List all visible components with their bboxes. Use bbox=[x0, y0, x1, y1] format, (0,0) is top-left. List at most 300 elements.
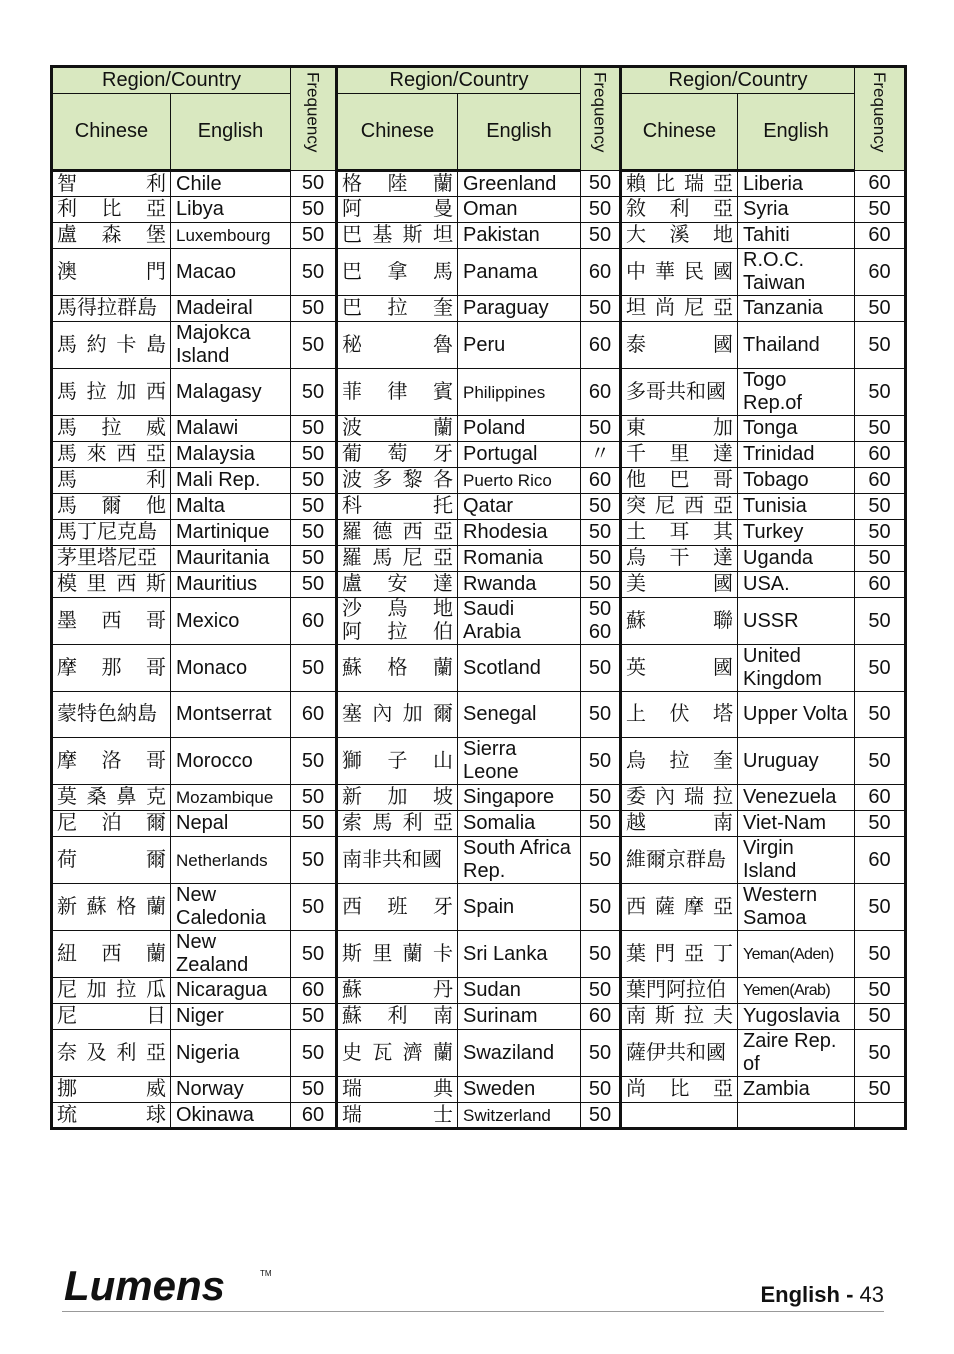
chinese-name-cell bbox=[52, 1004, 171, 1030]
chinese-name-cell bbox=[52, 322, 171, 369]
frequency-cell: 60 bbox=[855, 785, 906, 811]
chinese-name-cell bbox=[621, 785, 738, 811]
english-name-cell: Peru bbox=[458, 322, 581, 369]
chinese-name-cell bbox=[621, 1004, 738, 1030]
chinese-name-cell bbox=[337, 598, 458, 645]
english-name-cell: Oman bbox=[458, 197, 581, 223]
frequency-cell: 50 bbox=[291, 442, 337, 468]
english-name-cell: Netherlands bbox=[171, 837, 291, 884]
english-name-cell: Romania bbox=[458, 546, 581, 572]
table-row bbox=[52, 468, 906, 494]
frequency-header: Frequency bbox=[581, 67, 621, 171]
svg-text:TM: TM bbox=[260, 1269, 272, 1278]
chinese-name-cell bbox=[337, 369, 458, 416]
chinese-name-cell bbox=[337, 197, 458, 223]
frequency-cell: 50 bbox=[291, 645, 337, 692]
frequency-cell: 50 bbox=[291, 1004, 337, 1030]
english-name-cell: New Caledonia bbox=[171, 884, 291, 931]
chinese-name-cell bbox=[621, 494, 738, 520]
chinese-name-cell bbox=[337, 223, 458, 249]
table-row bbox=[52, 811, 906, 837]
chinese-name-line: 尼 加 拉 瓜 bbox=[57, 979, 166, 1001]
chinese-column-header: Chinese bbox=[621, 94, 738, 171]
english-name-cell: Trinidad bbox=[738, 442, 855, 468]
frequency-cell: 50 bbox=[581, 572, 621, 598]
chinese-name-line: 阿 曼 bbox=[342, 198, 453, 220]
english-name-cell: Venezuela bbox=[738, 785, 855, 811]
frequency-cell: 50 bbox=[581, 645, 621, 692]
chinese-name-line: 土 耳 其 bbox=[626, 521, 733, 543]
page-number: 43 bbox=[859, 1282, 884, 1307]
english-name-cell: Tobago bbox=[738, 468, 855, 494]
chinese-name-line: 沙 烏 地 bbox=[342, 598, 453, 620]
chinese-name-cell bbox=[621, 369, 738, 416]
chinese-name-line: 菲 律 賓 bbox=[342, 380, 453, 403]
chinese-name-line: 薩 伊 共 和 國 bbox=[626, 1041, 726, 1064]
english-name-cell: Panama bbox=[458, 249, 581, 296]
footer-divider bbox=[62, 1311, 884, 1312]
frequency-cell: 50 bbox=[855, 931, 906, 978]
chinese-name-cell bbox=[337, 520, 458, 546]
frequency-cell: 50 bbox=[855, 520, 906, 546]
chinese-name-line: 墨 西 哥 bbox=[57, 609, 166, 632]
chinese-name-cell bbox=[52, 494, 171, 520]
english-name-cell: Martinique bbox=[171, 520, 291, 546]
frequency-cell: 50 bbox=[581, 546, 621, 572]
english-name-cell: Macao bbox=[171, 249, 291, 296]
table-row bbox=[52, 884, 906, 931]
chinese-name-line: 阿 拉 伯 bbox=[342, 621, 453, 643]
english-name-cell: Mozambique bbox=[171, 785, 291, 811]
frequency-cell: 50 bbox=[581, 1030, 621, 1077]
chinese-name-cell bbox=[337, 1077, 458, 1103]
frequency-cell: 50 bbox=[581, 223, 621, 249]
region-country-header: Region/Country bbox=[337, 67, 581, 94]
english-name-cell: Tanzania bbox=[738, 296, 855, 322]
chinese-name-line: 南 非 共 和 國 bbox=[342, 848, 442, 871]
table-row bbox=[52, 931, 906, 978]
frequency-cell: 60 bbox=[855, 572, 906, 598]
frequency-cell: 60 bbox=[855, 249, 906, 296]
chinese-name-line: 利 比 亞 bbox=[57, 198, 166, 220]
chinese-name-cell bbox=[52, 931, 171, 978]
english-name-cell: USSR bbox=[738, 598, 855, 645]
english-name-cell: Sri Lanka bbox=[458, 931, 581, 978]
chinese-name-line: 突 尼 西 亞 bbox=[626, 495, 733, 517]
table-row bbox=[52, 1077, 906, 1103]
chinese-name-cell bbox=[52, 296, 171, 322]
chinese-name-cell bbox=[621, 598, 738, 645]
chinese-name-line: 奈 及 利 亞 bbox=[57, 1041, 166, 1064]
frequency-cell: 50 bbox=[291, 296, 337, 322]
frequency-cell: 60 bbox=[581, 369, 621, 416]
chinese-name-cell bbox=[621, 223, 738, 249]
frequency-cell: 60 bbox=[291, 978, 337, 1004]
frequency-cell: 50 bbox=[291, 546, 337, 572]
chinese-name-line: 巴 拿 馬 bbox=[342, 260, 453, 283]
chinese-name-cell bbox=[337, 837, 458, 884]
chinese-name-cell bbox=[337, 546, 458, 572]
table-row bbox=[52, 785, 906, 811]
frequency-cell: 60 bbox=[855, 223, 906, 249]
chinese-name-cell bbox=[621, 692, 738, 738]
chinese-name-cell bbox=[337, 978, 458, 1004]
english-name-cell: Rhodesia bbox=[458, 520, 581, 546]
chinese-name-line: 馬 拉 加 西 bbox=[57, 380, 166, 403]
frequency-cell: 50 bbox=[581, 197, 621, 223]
chinese-name-line: 越 南 bbox=[626, 812, 733, 834]
chinese-name-cell bbox=[621, 296, 738, 322]
frequency-cell: 50 bbox=[855, 811, 906, 837]
chinese-name-cell bbox=[337, 811, 458, 837]
frequency-cell: 50 bbox=[291, 171, 337, 197]
chinese-name-cell bbox=[52, 738, 171, 785]
frequency-cell: 50 bbox=[855, 296, 906, 322]
frequency-cell: 50 bbox=[581, 692, 621, 738]
chinese-name-line: 中 華 民 國 bbox=[626, 260, 733, 283]
chinese-name-cell bbox=[337, 468, 458, 494]
chinese-name-cell bbox=[52, 223, 171, 249]
chinese-name-cell bbox=[52, 520, 171, 546]
english-name-cell: Poland bbox=[458, 416, 581, 442]
frequency-cell: 50 bbox=[855, 369, 906, 416]
english-name-cell: Senegal bbox=[458, 692, 581, 738]
chinese-name-cell bbox=[621, 546, 738, 572]
frequency-cell: 50 bbox=[291, 837, 337, 884]
frequency-cell: 50 bbox=[581, 884, 621, 931]
chinese-name-cell bbox=[337, 296, 458, 322]
frequency-cell: 50 bbox=[855, 1077, 906, 1103]
frequency-cell: 60 bbox=[855, 442, 906, 468]
english-name-cell: Malagasy bbox=[171, 369, 291, 416]
chinese-name-line: 坦 尚 尼 亞 bbox=[626, 297, 733, 319]
footer-separator: - bbox=[846, 1282, 854, 1307]
footer-language: English bbox=[760, 1282, 840, 1307]
english-name-cell: Libya bbox=[171, 197, 291, 223]
chinese-name-line: 荷 爾 bbox=[57, 848, 166, 871]
english-name-cell: Spain bbox=[458, 884, 581, 931]
frequency-cell: 50 bbox=[291, 249, 337, 296]
chinese-name-line: 馬 丁 尼 克 島 bbox=[57, 521, 157, 543]
chinese-name-cell bbox=[621, 171, 738, 197]
chinese-name-line: 索 馬 利 亞 bbox=[342, 812, 453, 834]
chinese-name-line: 委 內 瑞 拉 bbox=[626, 786, 733, 808]
english-name-cell: Puerto Rico bbox=[458, 468, 581, 494]
chinese-name-cell bbox=[52, 1030, 171, 1077]
frequency-cell: 50 bbox=[291, 520, 337, 546]
table-row bbox=[52, 546, 906, 572]
frequency-cell: 50 bbox=[581, 837, 621, 884]
table-row bbox=[52, 322, 906, 369]
chinese-name-line: 琉 球 bbox=[57, 1103, 166, 1126]
chinese-name-line: 馬 利 bbox=[57, 469, 166, 491]
frequency-cell: 50 bbox=[291, 322, 337, 369]
chinese-name-cell bbox=[52, 369, 171, 416]
chinese-name-line: 新 蘇 格 蘭 bbox=[57, 895, 166, 918]
english-name-cell: Tunisia bbox=[738, 494, 855, 520]
table-row bbox=[52, 738, 906, 785]
chinese-name-line: 蘇 聯 bbox=[626, 609, 733, 632]
chinese-name-line: 維 爾 京 群 島 bbox=[626, 848, 726, 871]
frequency-cell: 50 bbox=[291, 1077, 337, 1103]
frequency-cell: 60 bbox=[581, 468, 621, 494]
chinese-name-cell bbox=[621, 322, 738, 369]
english-name-cell: Tonga bbox=[738, 416, 855, 442]
english-name-cell: Western Samoa bbox=[738, 884, 855, 931]
frequency-cell: 60 bbox=[291, 692, 337, 738]
chinese-name-cell bbox=[337, 738, 458, 785]
english-name-cell: Zambia bbox=[738, 1077, 855, 1103]
english-column-header: English bbox=[458, 94, 581, 171]
english-name-cell: Montserrat bbox=[171, 692, 291, 738]
frequency-cell: 50 bbox=[581, 738, 621, 785]
frequency-cell: 60 bbox=[291, 598, 337, 645]
chinese-name-cell bbox=[52, 837, 171, 884]
lumens-logo bbox=[62, 1262, 277, 1308]
chinese-name-cell bbox=[621, 645, 738, 692]
english-name-cell: Okinawa bbox=[171, 1103, 291, 1129]
english-name-cell: Switzerland bbox=[458, 1103, 581, 1129]
frequency-cell: 50 bbox=[855, 645, 906, 692]
region-country-header: Region/Country bbox=[52, 67, 291, 94]
frequency-cell: 60 bbox=[291, 1103, 337, 1129]
frequency-cell: 50 bbox=[291, 931, 337, 978]
chinese-name-line: 巴 基 斯 坦 bbox=[342, 224, 453, 246]
chinese-name-cell bbox=[621, 520, 738, 546]
chinese-name-cell bbox=[621, 1103, 738, 1129]
english-name-cell: Sweden bbox=[458, 1077, 581, 1103]
chinese-name-cell bbox=[337, 442, 458, 468]
chinese-name-cell bbox=[52, 546, 171, 572]
chinese-name-cell bbox=[52, 598, 171, 645]
chinese-name-cell bbox=[621, 811, 738, 837]
table-row bbox=[52, 978, 906, 1004]
chinese-name-line: 葉 門 阿 拉 伯 bbox=[626, 979, 726, 1001]
chinese-name-cell bbox=[337, 884, 458, 931]
chinese-column-header: Chinese bbox=[52, 94, 171, 171]
chinese-name-cell bbox=[337, 572, 458, 598]
chinese-name-line: 西 薩 摩 亞 bbox=[626, 895, 733, 918]
chinese-name-line: 馬 拉 威 bbox=[57, 417, 166, 439]
frequency-cell: 50 bbox=[855, 1030, 906, 1077]
table-row bbox=[52, 692, 906, 738]
frequency-cell: 50 bbox=[291, 572, 337, 598]
table-row bbox=[52, 520, 906, 546]
frequency-cell: 50 bbox=[291, 416, 337, 442]
table-row bbox=[52, 296, 906, 322]
chinese-name-line: 塞 內 加 爾 bbox=[342, 703, 453, 725]
frequency-cell: 50 bbox=[855, 494, 906, 520]
english-name-cell: Viet-Nam bbox=[738, 811, 855, 837]
chinese-name-line: 馬 爾 他 bbox=[57, 495, 166, 517]
english-name-cell: Philippines bbox=[458, 369, 581, 416]
frequency-cell: 60 bbox=[855, 468, 906, 494]
english-name-cell: Swaziland bbox=[458, 1030, 581, 1077]
english-name-cell: Paraguay bbox=[458, 296, 581, 322]
frequency-cell: 60 bbox=[855, 837, 906, 884]
chinese-name-line: 葉 門 亞 丁 bbox=[626, 942, 733, 965]
table-row bbox=[52, 645, 906, 692]
chinese-name-line: 獅 子 山 bbox=[342, 749, 453, 772]
table-row bbox=[52, 171, 906, 197]
chinese-name-line: 盧 安 達 bbox=[342, 573, 453, 595]
english-name-cell: R.O.C. Taiwan bbox=[738, 249, 855, 296]
chinese-name-cell bbox=[621, 931, 738, 978]
chinese-name-line: 瑞 典 bbox=[342, 1078, 453, 1100]
frequency-cell: 50 bbox=[581, 785, 621, 811]
chinese-name-line: 馬 得 拉 群 島 bbox=[57, 297, 157, 319]
english-name-cell: Surinam bbox=[458, 1004, 581, 1030]
chinese-name-cell bbox=[621, 884, 738, 931]
chinese-name-cell bbox=[337, 1004, 458, 1030]
frequency-cell: 50 bbox=[581, 520, 621, 546]
chinese-name-line: 茅 里 塔 尼 亞 bbox=[57, 547, 157, 569]
frequency-cell: 50 bbox=[855, 546, 906, 572]
frequency-cell: 50 bbox=[855, 416, 906, 442]
chinese-name-line: 莫 桑 鼻 克 bbox=[57, 786, 166, 808]
english-name-cell: Turkey bbox=[738, 520, 855, 546]
table-row bbox=[52, 1103, 906, 1129]
english-name-cell: Upper Volta bbox=[738, 692, 855, 738]
english-name-cell: Malawi bbox=[171, 416, 291, 442]
english-name-cell: Nicaragua bbox=[171, 978, 291, 1004]
english-name-cell: Mexico bbox=[171, 598, 291, 645]
chinese-name-line: 紐 西 蘭 bbox=[57, 942, 166, 965]
frequency-cell: 50 bbox=[855, 322, 906, 369]
chinese-name-line: 千 里 達 bbox=[626, 443, 733, 465]
table-row bbox=[52, 572, 906, 598]
chinese-name-cell bbox=[337, 645, 458, 692]
chinese-column-header: Chinese bbox=[337, 94, 458, 171]
frequency-cell: 60 bbox=[855, 171, 906, 197]
chinese-name-cell bbox=[337, 1103, 458, 1129]
chinese-name-cell bbox=[621, 1030, 738, 1077]
chinese-name-line: 斯 里 蘭 卡 bbox=[342, 942, 453, 965]
english-name-cell: Saudi Arabia bbox=[458, 598, 581, 645]
chinese-name-line: 多 哥 共 和 國 bbox=[626, 380, 726, 403]
frequency-cell: 60 bbox=[581, 1004, 621, 1030]
frequency-cell: 50 bbox=[291, 369, 337, 416]
chinese-name-cell bbox=[52, 785, 171, 811]
frequency-cell: 50 bbox=[291, 785, 337, 811]
chinese-name-cell bbox=[52, 416, 171, 442]
chinese-name-line: 波 多 黎 各 bbox=[342, 469, 453, 491]
chinese-name-line: 蘇 丹 bbox=[342, 979, 453, 1001]
chinese-name-cell bbox=[621, 197, 738, 223]
english-name-cell: Mauritania bbox=[171, 546, 291, 572]
frequency-cell: 60 bbox=[581, 322, 621, 369]
chinese-name-cell bbox=[52, 442, 171, 468]
frequency-cell: 50 bbox=[855, 884, 906, 931]
frequency-cell: 50 bbox=[855, 598, 906, 645]
english-name-cell: Monaco bbox=[171, 645, 291, 692]
english-name-cell: Uruguay bbox=[738, 738, 855, 785]
chinese-name-cell bbox=[52, 692, 171, 738]
chinese-name-cell bbox=[337, 322, 458, 369]
chinese-name-line: 尼 日 bbox=[57, 1005, 166, 1027]
chinese-name-line: 格 陸 蘭 bbox=[342, 172, 453, 195]
english-name-cell: Yugoslavia bbox=[738, 1004, 855, 1030]
english-name-cell: New Zealand bbox=[171, 931, 291, 978]
chinese-name-cell bbox=[621, 978, 738, 1004]
frequency-header: Frequency bbox=[291, 67, 337, 171]
chinese-name-line: 英 國 bbox=[626, 656, 733, 679]
svg-text:Lumens: Lumens bbox=[64, 1262, 226, 1308]
frequency-cell: 50 bbox=[581, 1103, 621, 1129]
english-name-cell: United Kingdom bbox=[738, 645, 855, 692]
english-name-cell: Niger bbox=[171, 1004, 291, 1030]
english-name-cell: Mauritius bbox=[171, 572, 291, 598]
chinese-name-line: 西 班 牙 bbox=[342, 895, 453, 918]
frequency-cell: 50 bbox=[855, 692, 906, 738]
english-name-cell bbox=[738, 1103, 855, 1129]
english-name-cell: South Africa Rep. bbox=[458, 837, 581, 884]
chinese-name-line: 摩 洛 哥 bbox=[57, 749, 166, 772]
frequency-cell: 50 bbox=[581, 416, 621, 442]
chinese-name-cell bbox=[52, 978, 171, 1004]
chinese-name-cell bbox=[52, 249, 171, 296]
chinese-name-cell bbox=[337, 1030, 458, 1077]
chinese-name-cell bbox=[337, 249, 458, 296]
frequency-header: Frequency bbox=[855, 67, 906, 171]
frequency-cell: 50 bbox=[855, 978, 906, 1004]
english-name-cell: Greenland bbox=[458, 171, 581, 197]
chinese-name-line: 南 斯 拉 夫 bbox=[626, 1005, 733, 1027]
english-name-cell: Syria bbox=[738, 197, 855, 223]
english-name-cell: Norway bbox=[171, 1077, 291, 1103]
frequency-cell: 50 bbox=[291, 811, 337, 837]
english-name-cell: Somalia bbox=[458, 811, 581, 837]
english-column-header: English bbox=[738, 94, 855, 171]
region-country-header: Region/Country bbox=[621, 67, 855, 94]
chinese-name-line: 蘇 利 南 bbox=[342, 1005, 453, 1027]
chinese-name-line: 蘇 格 蘭 bbox=[342, 656, 453, 679]
chinese-name-line: 賴 比 瑞 亞 bbox=[626, 172, 733, 195]
chinese-name-cell bbox=[52, 645, 171, 692]
chinese-name-cell bbox=[621, 442, 738, 468]
english-name-cell: Yemen(Arab) bbox=[738, 978, 855, 1004]
frequency-cell: 50 bbox=[581, 296, 621, 322]
frequency-cell: 60 bbox=[581, 249, 621, 296]
english-name-cell: Morocco bbox=[171, 738, 291, 785]
chinese-name-line: 上 伏 塔 bbox=[626, 703, 733, 725]
english-name-cell: Singapore bbox=[458, 785, 581, 811]
frequency-cell: 50 bbox=[855, 1004, 906, 1030]
chinese-name-line: 他 巴 哥 bbox=[626, 469, 733, 491]
english-name-cell: Virgin Island bbox=[738, 837, 855, 884]
table-row bbox=[52, 369, 906, 416]
chinese-name-line: 馬 約 卡 島 bbox=[57, 333, 166, 356]
chinese-name-cell bbox=[52, 197, 171, 223]
chinese-name-line: 摩 那 哥 bbox=[57, 656, 166, 679]
frequency-cell: 50 bbox=[291, 494, 337, 520]
frequency-cell: 50 bbox=[291, 197, 337, 223]
english-name-cell: Portugal bbox=[458, 442, 581, 468]
english-name-cell: Nepal bbox=[171, 811, 291, 837]
chinese-name-cell bbox=[621, 249, 738, 296]
chinese-name-line: 大 溪 地 bbox=[626, 224, 733, 246]
chinese-name-cell bbox=[52, 811, 171, 837]
frequency-cell: 〃 bbox=[581, 442, 621, 468]
frequency-cell: 50 bbox=[581, 494, 621, 520]
english-name-cell: Sudan bbox=[458, 978, 581, 1004]
table-row bbox=[52, 1030, 906, 1077]
table-row bbox=[52, 197, 906, 223]
chinese-name-line: 敘 利 亞 bbox=[626, 198, 733, 220]
english-name-cell: Sierra Leone bbox=[458, 738, 581, 785]
chinese-name-cell bbox=[52, 884, 171, 931]
chinese-name-line: 羅 德 西 亞 bbox=[342, 521, 453, 543]
